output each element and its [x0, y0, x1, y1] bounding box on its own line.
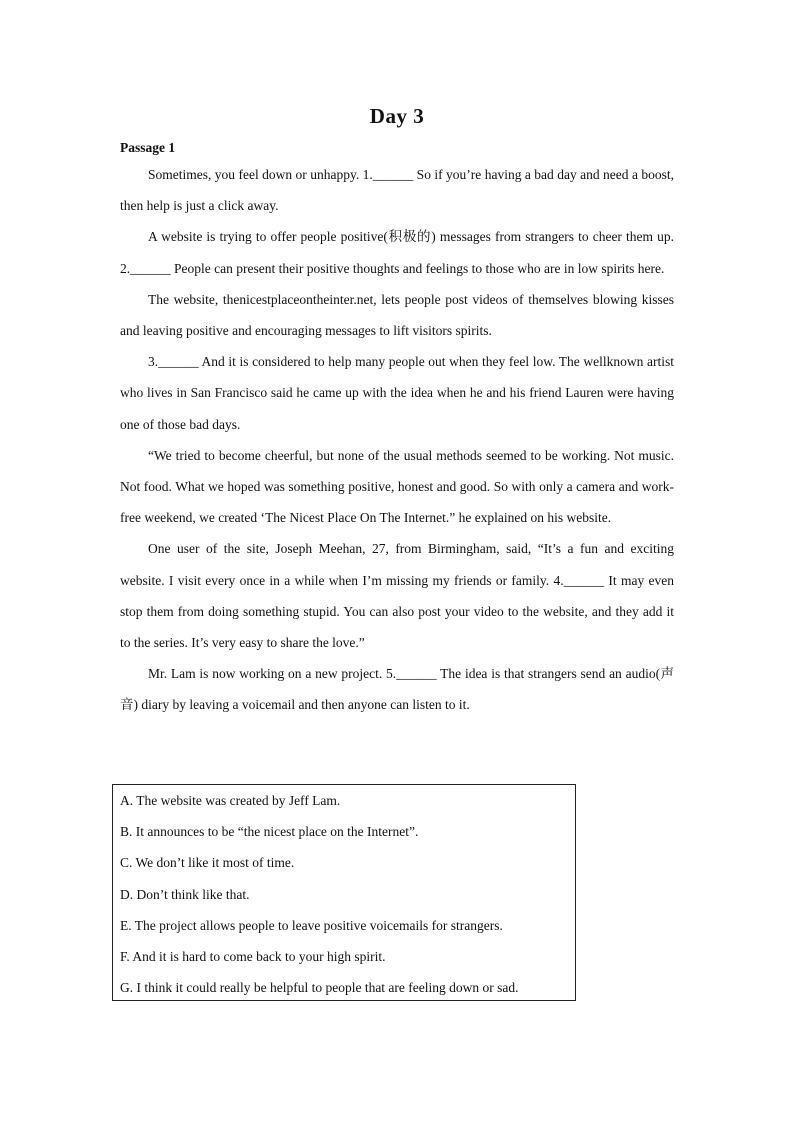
- paragraph: The website, thenicestplaceontheinter.net, lets people post videos of themselves blowing kisses and leaving positive and encouraging messages to lift visitors spirits.: [120, 291, 674, 339]
- paragraph: Mr. Lam is now working on a new project. 5.______ The idea is that strangers send an audio(声音) diary by leaving a voicemail and then anyone can listen to it.: [120, 666, 674, 713]
- option-a: A. The website was created by Jeff Lam.: [120, 793, 341, 808]
- option-g: G. I think it could really be helpful to people that are feeling down or sad.: [120, 980, 519, 996]
- paragraph: Sometimes, you feel down or unhappy. 1.______ So if you’re having a bad day and need a boost, then help is just a click away.: [120, 167, 674, 214]
- paragraph: “We tried to become cheerful, but none of the usual methods seemed to be working. Not music. Not food. What we hoped was something positive, honest and good. So with only a camera and work-free weekend, we created ‘The Nicest Place On The Internet.” he explained on his website.: [120, 447, 674, 526]
- paragraph: One user of the site, Joseph Meehan, 27, from Birmingham, said, “It’s a fun and exciting website. I visit every once in a while when I’m missing my friends or family. 4.______ It may even stop them from doing something stupid. You can also post your video to the website, and they add it to the series. It’s very easy to share the love.”: [120, 541, 674, 651]
- passage-body: [120, 159, 674, 721]
- option-d: D. Don’t think like that.: [120, 886, 250, 902]
- option-f: F. And it is hard to come back to your high spirit.: [120, 948, 386, 964]
- paragraph: A website is trying to offer people positive(积极的) messages from strangers to cheer them up. 2.______ People can present their positive thoughts and feelings to those who are in low spirits here.: [120, 229, 674, 276]
- option-e: E. The project allows people to leave positive voicemails for strangers.: [120, 917, 503, 933]
- option-c: C. We don’t like it most of time.: [120, 855, 295, 871]
- paragraph: 3.______ And it is considered to help many people out when they feel low. The wellknown artist who lives in San Francisco said he came up with the idea when he and his friend Lauren were having one of those bad days.: [120, 354, 674, 432]
- options-box: [112, 784, 576, 1001]
- page-title: Day 3: [369, 104, 425, 128]
- option-b: B. It announces to be “the nicest place on the Internet”.: [120, 824, 419, 840]
- passage-label: Passage 1: [120, 140, 176, 155]
